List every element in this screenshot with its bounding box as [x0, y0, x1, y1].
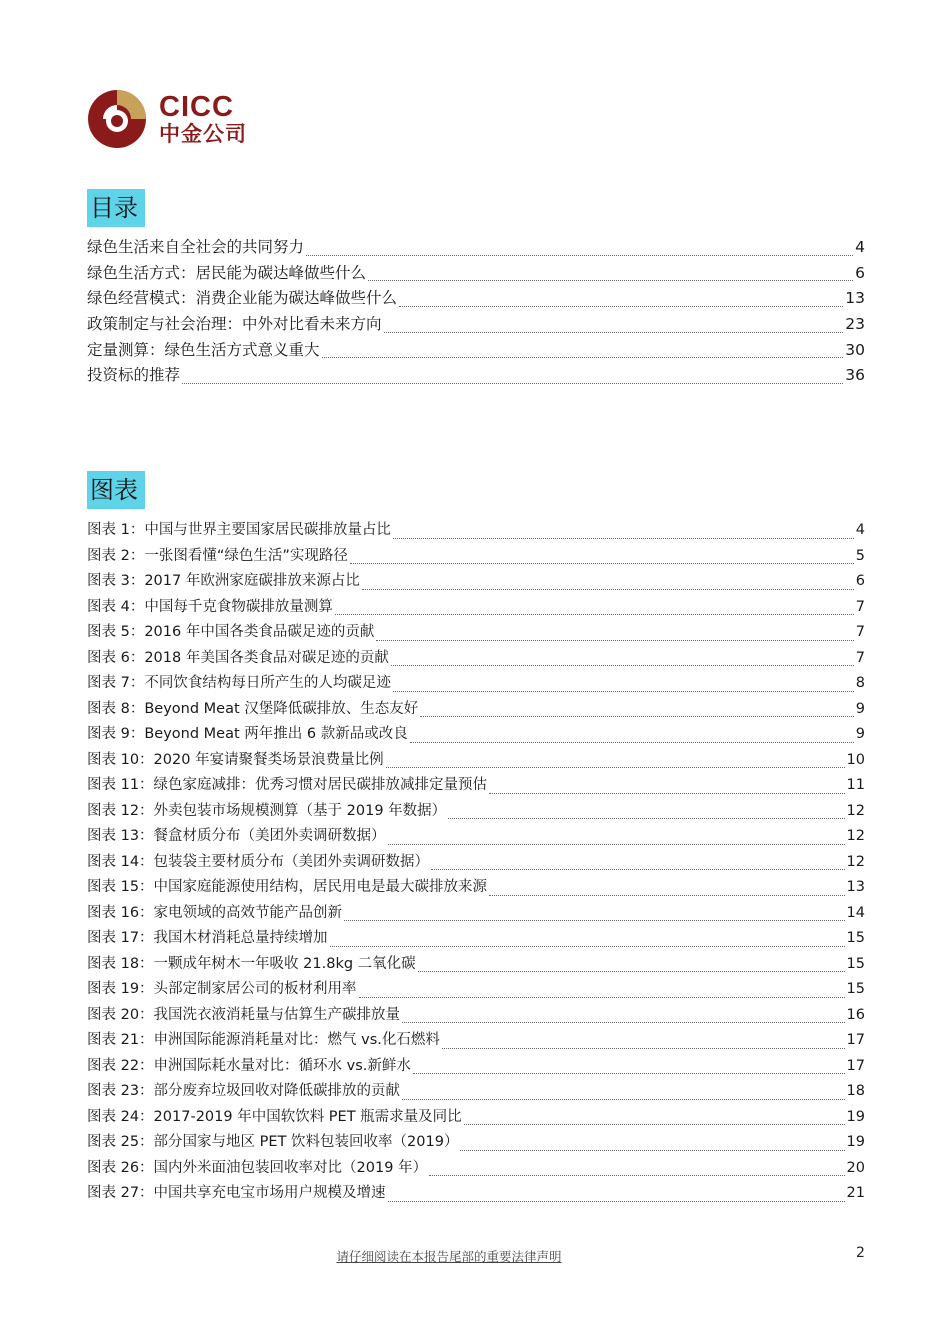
figure-entry-title: 图表 20：我国洗衣液消耗量与估算生产碳排放量: [87, 1006, 401, 1023]
dot-leader: [429, 1175, 844, 1176]
figure-entry-title: 图表 18：一颗成年树木一年吸收 21.8kg 二氧化碳: [87, 955, 416, 972]
dot-leader: [335, 614, 854, 615]
figure-entry[interactable]: [87, 671, 865, 697]
figure-entry-title: 图表 27：中国共享充电宝市场用户规模及增速: [87, 1185, 386, 1201]
dot-leader: [388, 844, 845, 845]
toc-entry-title: 绿色经营模式：消费企业能为碳达峰做些什么: [87, 289, 398, 308]
figure-entry[interactable]: [87, 595, 865, 621]
toc-entry[interactable]: [87, 363, 865, 389]
figure-entry[interactable]: [87, 620, 865, 646]
figure-entry-page: 12: [846, 828, 865, 844]
dot-leader: [344, 920, 844, 921]
toc-entry-page: 13: [845, 289, 865, 308]
figure-entry-page: 19: [846, 1108, 865, 1125]
figure-entry-page: 10: [846, 751, 865, 768]
figure-entry-page: 15: [846, 930, 865, 946]
figure-entry[interactable]: [87, 1156, 865, 1182]
figure-entry[interactable]: [87, 977, 865, 1003]
figure-entry[interactable]: [87, 697, 865, 723]
logo-text-cn: 中金公司: [159, 122, 247, 146]
toc-entry[interactable]: [87, 286, 865, 312]
figure-entry[interactable]: [87, 1054, 865, 1080]
figure-entry-title: 图表 23：部分废弃垃圾回收对降低碳排放的贡献: [87, 1083, 401, 1099]
figure-entry-page: 21: [846, 1185, 865, 1201]
figure-entry[interactable]: [87, 1105, 865, 1131]
figure-entry[interactable]: [87, 926, 865, 952]
dot-leader: [391, 665, 854, 666]
figure-entry[interactable]: [87, 722, 865, 748]
figure-entry-title: 图表 10：2020 年宴请聚餐类场景浪费量比例: [87, 751, 384, 768]
figure-entry-title: 图表 19：头部定制家居公司的板材利用率: [87, 981, 357, 997]
figure-entry-page: 13: [846, 879, 865, 895]
figure-entry[interactable]: [87, 952, 865, 978]
figure-entry-page: 15: [846, 981, 865, 997]
figure-entry-title: 图表 26：国内外米面油包装回收率对比（2019 年）: [87, 1159, 428, 1176]
figure-entry-page: 20: [846, 1159, 865, 1176]
figure-entry-title: 图表 5：2016 年中国各类食品碳足迹的贡献: [87, 624, 375, 640]
figure-entry[interactable]: [87, 646, 865, 672]
figure-entry-page: 6: [855, 573, 865, 589]
figure-entry-page: 9: [855, 726, 865, 742]
dot-leader: [402, 1022, 844, 1023]
figure-entry-title: 图表 15：中国家庭能源使用结构，居民用电是最大碳排放来源: [87, 879, 488, 895]
figure-entry-page: 19: [846, 1134, 865, 1150]
figure-entry-page: 9: [855, 700, 865, 717]
dot-leader: [376, 640, 853, 641]
dot-leader: [402, 1099, 844, 1100]
figure-entry-page: 11: [846, 777, 865, 793]
toc-entry-page: 30: [845, 340, 865, 359]
figure-entry-title: 图表 21：申洲国际能源消耗量对比：燃气 vs.化石燃料: [87, 1032, 440, 1048]
figure-entry-page: 16: [846, 1006, 865, 1023]
dot-leader: [489, 895, 844, 896]
dot-leader: [399, 306, 843, 307]
figure-entry[interactable]: [87, 748, 865, 774]
figure-entry-page: 7: [855, 624, 865, 640]
figure-entry-page: 14: [846, 904, 865, 921]
figure-entry[interactable]: [87, 1079, 865, 1105]
toc-entry-title: 政策制定与社会治理：中外对比看未来方向: [87, 315, 382, 334]
figure-entry-title: 图表 12：外卖包装市场规模测算（基于 2019 年数据）: [87, 802, 447, 819]
toc-entry-title: 绿色生活方式：居民能为碳达峰做些什么: [87, 263, 367, 282]
figure-entry-title: 图表 2：一张图看懂“绿色生活”实现路径: [87, 547, 348, 564]
dot-leader: [442, 1048, 845, 1049]
figure-entry[interactable]: [87, 901, 865, 927]
figure-entry-title: 图表 11：绿色家庭减排：优秀习惯对居民碳排放减排定量预估: [87, 777, 488, 793]
figure-entry-title: 图表 1：中国与世界主要国家居民碳排放量占比: [87, 522, 391, 538]
figure-entry-title: 图表 9：Beyond Meat 两年推出 6 款新品或改良: [87, 726, 408, 742]
dot-leader: [489, 793, 844, 794]
dot-leader: [388, 1201, 845, 1202]
contents-list: [87, 235, 865, 389]
toc-entry[interactable]: [87, 338, 865, 364]
toc-entry-page: 6: [855, 263, 865, 282]
figure-entry-page: 4: [855, 522, 865, 538]
figure-entry-title: 图表 22：申洲国际耗水量对比：循环水 vs.新鲜水: [87, 1057, 411, 1074]
figures-list: [87, 518, 865, 1207]
toc-entry-page: 4: [855, 237, 865, 256]
figure-entry-title: 图表 3：2017 年欧洲家庭碳排放来源占比: [87, 573, 360, 589]
contents-heading: 目录: [87, 189, 145, 227]
dot-leader: [362, 589, 854, 590]
figure-entry-title: 图表 6：2018 年美国各类食品对碳足迹的贡献: [87, 649, 389, 666]
dot-leader: [413, 1073, 845, 1074]
cicc-logo: [87, 88, 247, 150]
dot-leader: [418, 971, 845, 972]
toc-entry-title: 绿色生活来自全社会的共同努力: [87, 237, 305, 256]
dot-leader: [448, 818, 844, 819]
figure-entry[interactable]: [87, 824, 865, 850]
figure-entry[interactable]: [87, 773, 865, 799]
figure-entry-title: 图表 17：我国木材消耗总量持续增加: [87, 930, 328, 946]
figure-entry[interactable]: [87, 1130, 865, 1156]
page-number: 2: [856, 1245, 865, 1261]
logo-text-en: CICC: [159, 91, 234, 123]
figure-entry-page: 5: [855, 547, 865, 564]
figure-entry-title: 图表 8：Beyond Meat 汉堡降低碳排放、生态友好: [87, 700, 419, 717]
figure-entry-title: 图表 13：餐盒材质分布（美团外卖调研数据）: [87, 828, 386, 844]
toc-entry-page: 23: [845, 315, 865, 334]
dot-leader: [359, 997, 845, 998]
dot-leader: [431, 869, 844, 870]
toc-entry-page: 36: [845, 366, 865, 385]
dot-leader: [410, 742, 854, 743]
dot-leader: [420, 716, 853, 717]
figure-entry-page: 7: [855, 649, 865, 666]
dot-leader: [384, 332, 844, 333]
figure-entry-title: 图表 25：部分国家与地区 PET 饮料包装回收率（2019）: [87, 1134, 459, 1150]
toc-entry-title: 定量测算：绿色生活方式意义重大: [87, 340, 320, 359]
figure-entry-page: 8: [855, 675, 865, 691]
dot-leader: [182, 383, 843, 384]
figure-entry[interactable]: [87, 1028, 865, 1054]
figure-entry-page: 12: [846, 802, 865, 819]
figure-entry-page: 7: [855, 598, 865, 615]
figure-entry-title: 图表 4：中国每千克食物碳排放量测算: [87, 598, 333, 615]
figure-entry[interactable]: [87, 544, 865, 570]
figure-entry-page: 17: [846, 1032, 865, 1048]
figure-entry[interactable]: [87, 569, 865, 595]
figure-entry-title: 图表 14：包装袋主要材质分布（美团外卖调研数据）: [87, 853, 430, 870]
dot-leader: [306, 255, 853, 256]
figure-entry[interactable]: [87, 850, 865, 876]
toc-entry-title: 投资标的推荐: [87, 366, 181, 385]
dot-leader: [464, 1124, 845, 1125]
figure-entry[interactable]: [87, 1181, 865, 1207]
cicc-logo-icon: [87, 89, 147, 149]
legal-notice-link[interactable]: 请仔细阅读在本报告尾部的重要法律声明: [336, 1249, 562, 1264]
figure-entry-page: 18: [846, 1083, 865, 1099]
figure-entry-title: 图表 7：不同饮食结构每日所产生的人均碳足迹: [87, 675, 391, 691]
dot-leader: [393, 538, 854, 539]
dot-leader: [330, 946, 845, 947]
dot-leader: [368, 280, 853, 281]
toc-entry[interactable]: [87, 312, 865, 338]
dot-leader: [350, 563, 854, 564]
figure-entry-page: 12: [846, 853, 865, 870]
dot-leader: [322, 357, 844, 358]
figure-entry[interactable]: [87, 799, 865, 825]
dot-leader: [460, 1150, 844, 1151]
figure-entry-title: 图表 24：2017-2019 年中国软饮料 PET 瓶需求量及同比: [87, 1108, 462, 1125]
figure-entry[interactable]: [87, 518, 865, 544]
figure-entry-page: 17: [846, 1057, 865, 1074]
dot-leader: [386, 767, 845, 768]
dot-leader: [393, 691, 854, 692]
figures-heading: 图表: [87, 471, 145, 509]
figure-entry-title: 图表 16：家电领域的高效节能产品创新: [87, 904, 343, 921]
figure-entry[interactable]: [87, 875, 865, 901]
figure-entry-page: 15: [846, 955, 865, 972]
toc-entry[interactable]: [87, 235, 865, 261]
toc-entry[interactable]: [87, 261, 865, 287]
figure-entry[interactable]: [87, 1003, 865, 1029]
